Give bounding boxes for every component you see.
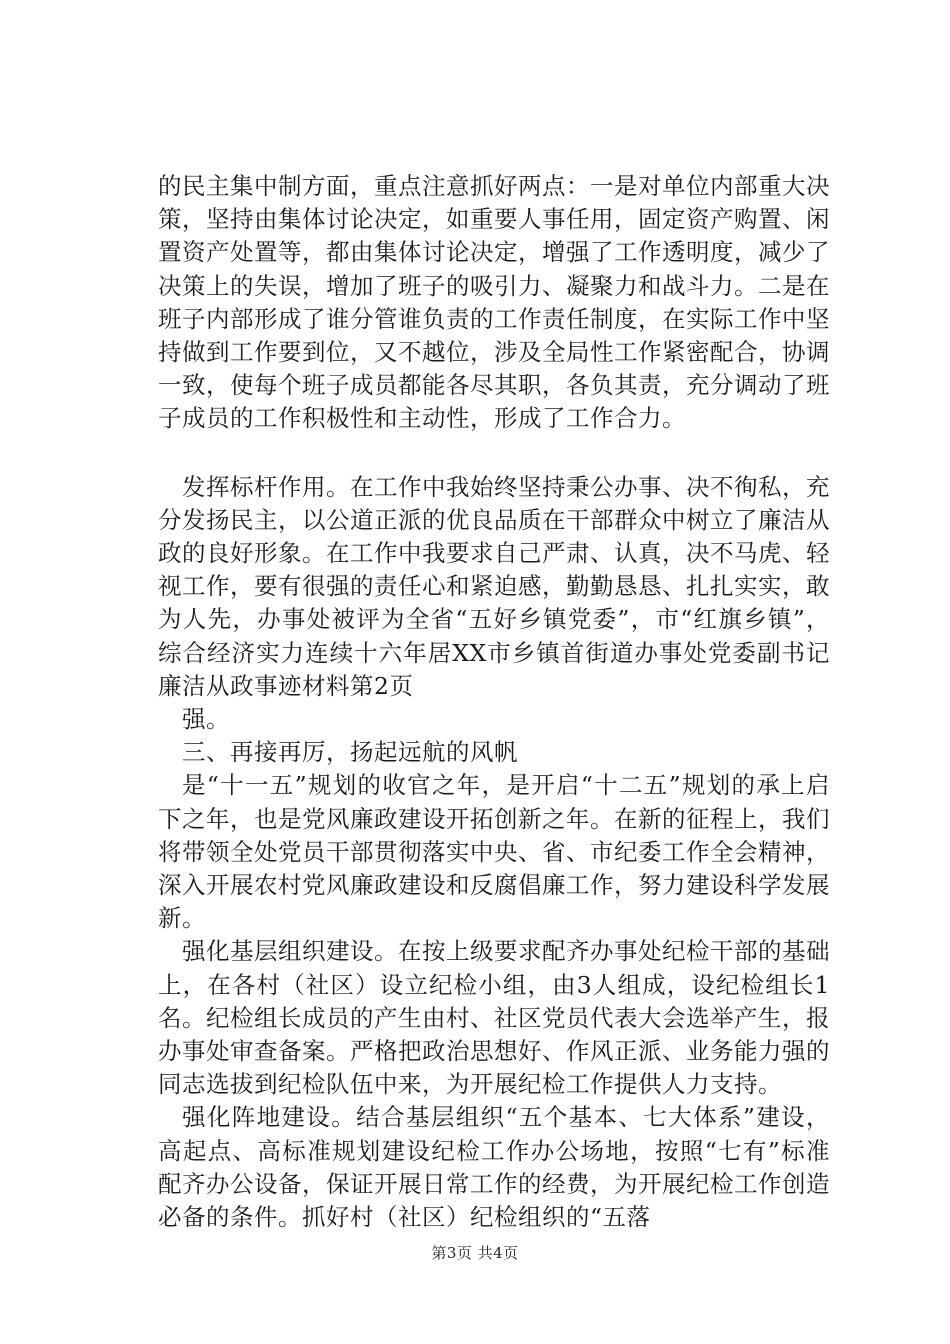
paragraph-grassroots-organization: 强化基层组织建设。在按上级要求配齐办事处纪检干部的基础上，在各村（社区）设立纪检小组，由3人组成，设纪检组长1名。纪检组长成员的产生由村、社区党员代表大会选举产生，报办事处审查备案。严格把政治思想好、作风正派、业务能力强的同志选拔到纪检队伍中来，为开展纪检工作提供人力支持。 [158,937,830,1099]
document-body [158,170,830,1234]
section-heading-three: 三、再接再厉，扬起远航的风帆 [182,738,518,767]
paragraph-five-year-plan: 是“十一五”规划的收官之年，是开启“十二五”规划的承上启下之年，也是党风廉政建设开拓创新之年。在新的征程上，我们将带领全处党员干部贯彻落实中央、省、市纪委工作全会精神，深入开展农村党风廉政建设和反腐倡廉工作，努力建设科学发展新。 [158,771,830,933]
paragraph-strong: 强。 [182,705,230,734]
page-number-footer: 第3页 共4页 [431,1244,519,1262]
paragraph-position-building: 强化阵地建设。结合基层组织“五个基本、七大体系”建设，高起点、高标准规划建设纪检工作办公场地，按照“七有”标准配齐办公设备，保证开展日常工作的经费，为开展纪检工作创造必备的条件。抓好村（社区）纪检组织的“五落 [158,1103,830,1232]
paragraph-benchmark-role: 发挥标杆作用。在工作中我始终坚持秉公办事、决不徇私，充分发扬民主，以公道正派的优良品质在干部群众中树立了廉洁从政的良好形象。在工作中我要求自己严肃、认真，决不马虎、轻视工作，要有很强的责任心和紧迫感，勤勤恳恳、扎扎实实，敢为人先，办事处被评为全省“五好乡镇党委”，市“红旗乡镇”，综合经济实力连续十六年居XX市乡镇首街道办事处党委副书记廉洁从政事迹材料第2页 [158,472,830,700]
paragraph-democratic-centralism: 的民主集中制方面，重点注意抓好两点：一是对单位内部重大决策，坚持由集体讨论决定，如重要人事任用，固定资产购置、闲置资产处置等，都由集体讨论决定，增强了工作透明度，减少了决策上的失误，增加了班子的吸引力、凝聚力和战斗力。二是在班子内部形成了谁分管谁负责的工作责任制度，在实际工作中坚持做到工作要到位，又不越位，涉及全局性工作紧密配合，协调一致，使每个班子成员都能各尽其职，各负其责，充分调动了班子成员的工作积极性和主动性，形成了工作合力。 [158,172,830,433]
